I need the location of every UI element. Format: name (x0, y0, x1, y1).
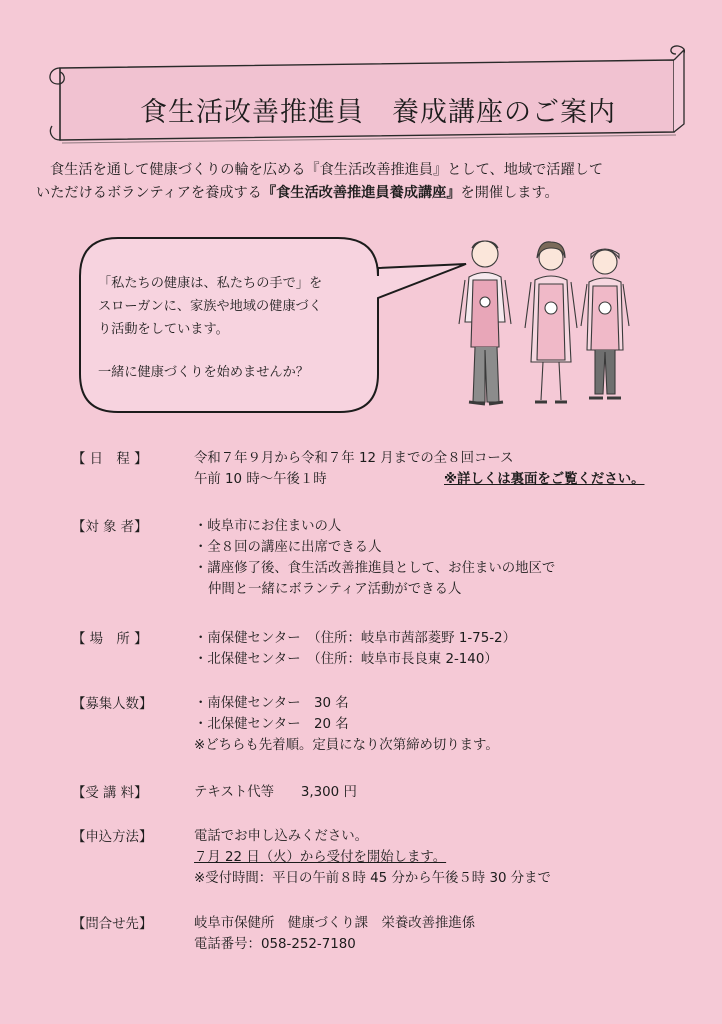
target-content (194, 516, 694, 600)
apply-start-date: ７月 22 日（火）から受付を開始します。 (194, 850, 447, 865)
bubble-line-3: り活動をしています。 (98, 322, 229, 337)
page-title: 食生活改善推進員 養成講座のご案内 (140, 97, 616, 128)
intro-paragraph (36, 159, 696, 205)
volunteers-illustration-icon (455, 232, 645, 417)
place-item: ・北保健センター （住所：岐阜市長良東 2-140） (194, 652, 498, 667)
apply-content (194, 826, 694, 889)
intro-line-2-start: いただけるボランティアを養成する (36, 185, 262, 201)
bubble-line-2: スローガンに、家族や地域の健康づく (98, 299, 322, 314)
bubble-line-4: 一緒に健康づくりを始めませんか？ (98, 365, 309, 380)
intro-line-1: 食生活を通して健康づくりの輪を広める『食生活改善推進員』として、地域で活躍して (50, 162, 604, 178)
bubble-line-1: 「私たちの健康は、私たちの手で」を (98, 276, 323, 291)
course-name-emphasis: 『食生活改善推進員養成講座』 (261, 185, 461, 201)
place-label: 【 場 所 】 (72, 632, 148, 647)
target-item: ・岐阜市にお住まいの人 (194, 519, 342, 534)
intro-line-2 (36, 182, 696, 205)
bubble-text (98, 272, 363, 384)
capacity-item: ・北保健センター 20 名 (194, 717, 349, 732)
contact-content (194, 913, 694, 955)
fee-label: 【受 講 料】 (72, 786, 148, 801)
intro-line-2-end: を開催します。 (460, 185, 559, 201)
volunteers-illustration (455, 232, 645, 417)
schedule-label: 【 日 程 】 (72, 452, 148, 467)
target-item: ・講座修了後、食生活改善推進員として、お住まいの地区で (194, 561, 556, 576)
contact-office: 岐阜市保健所 健康づくり課 栄養改善推進係 (194, 916, 476, 931)
schedule-content (194, 448, 694, 490)
place-item: ・南保健センター （住所：岐阜市茜部菱野 1-75-2） (194, 631, 516, 646)
capacity-note: ※どちらも先着順。定員になり次第締め切ります。 (194, 738, 499, 753)
speech-bubble (78, 236, 468, 416)
contact-label: 【問合せ先】 (72, 917, 153, 932)
capacity-content (194, 693, 694, 756)
target-label: 【対 象 者】 (72, 520, 148, 535)
apply-hours: ※受付時間：平日の午前８時 45 分から午後５時 30 分まで (194, 871, 551, 886)
schedule-time: 午前 10 時〜午後１時 (194, 472, 327, 487)
fee-text: テキスト代等 3,300 円 (194, 785, 357, 800)
target-item-continued: 仲間と一緒にボランティア活動ができる人 (208, 582, 462, 597)
target-item: ・全８回の講座に出席できる人 (194, 540, 382, 555)
contact-phone: 電話番号：058-252-7180 (194, 937, 356, 952)
apply-method: 電話でお申し込みください。 (194, 829, 369, 844)
place-content (194, 628, 694, 670)
apply-label: 【申込方法】 (72, 830, 153, 845)
capacity-label: 【募集人数】 (72, 697, 153, 712)
title-banner (38, 40, 690, 150)
capacity-item: ・南保健センター 30 名 (194, 696, 349, 711)
schedule-period: 令和７年９月から令和７年 12 月までの全８回コース (194, 451, 514, 466)
schedule-note: ※詳しくは裏面をご覧ください。 (444, 472, 645, 487)
fee-content (194, 782, 694, 803)
